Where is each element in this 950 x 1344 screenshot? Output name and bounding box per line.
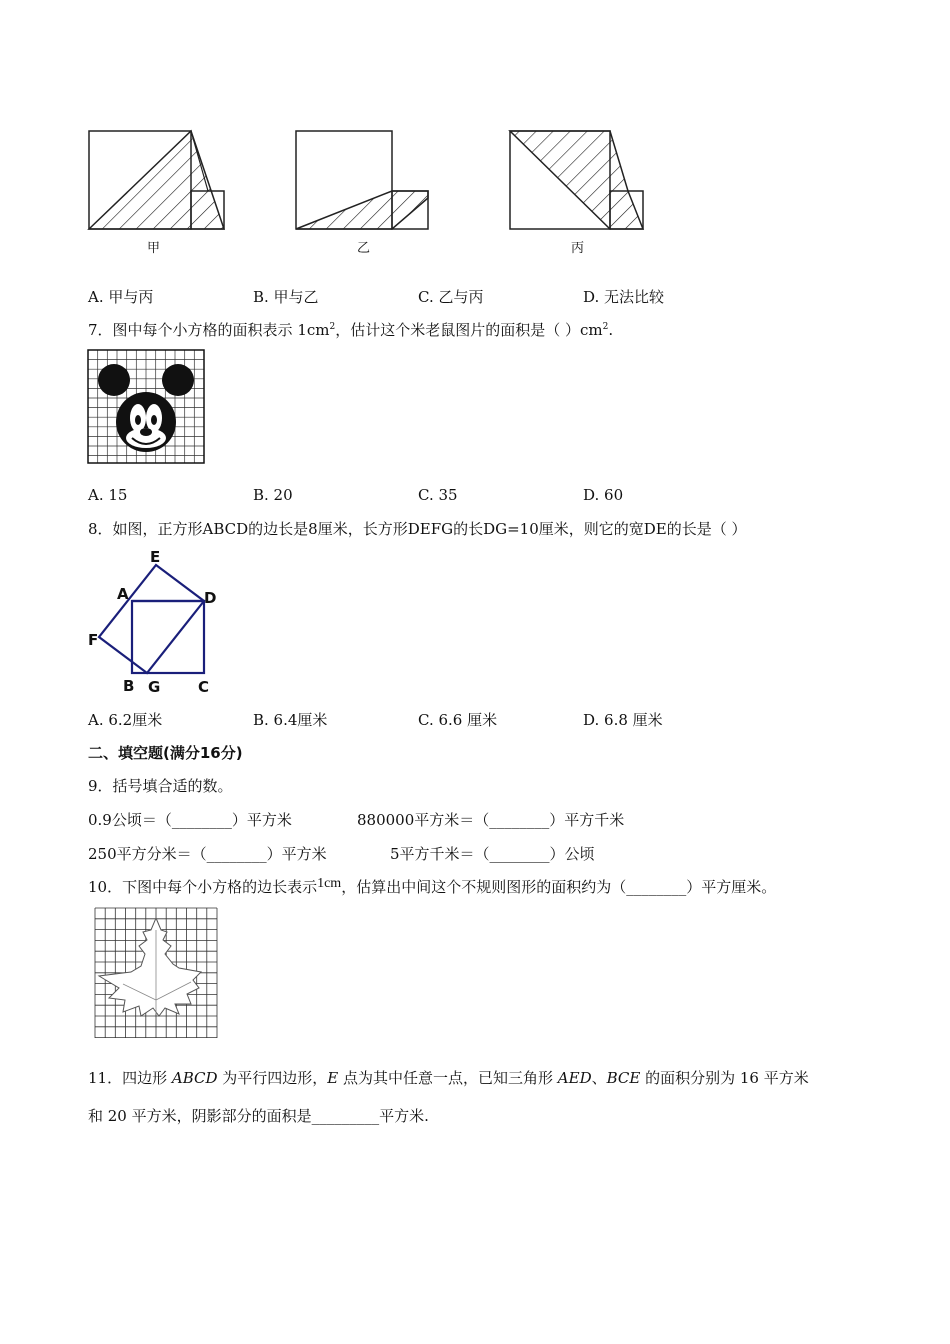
- q8-option-a[interactable]: A. 6.2厘米: [88, 711, 163, 729]
- q9-stem: 9．括号填合适的数。: [88, 777, 233, 795]
- figure-label-yi: 乙: [357, 241, 371, 256]
- label-g: G: [148, 678, 161, 696]
- figure-bing: [507, 126, 652, 236]
- label-f: F: [88, 631, 99, 649]
- q9-item-3: 250平方分米＝（________）平方米: [88, 845, 327, 863]
- q9-item-2: 880000平方米＝（________）平方千米: [357, 811, 625, 829]
- q6-option-b[interactable]: B. 甲与乙: [253, 288, 319, 306]
- figure-label-bing: 丙: [571, 241, 585, 256]
- label-d: D: [204, 589, 217, 607]
- mickey-grid-figure: [88, 350, 206, 465]
- q6-option-c[interactable]: C. 乙与丙: [418, 288, 484, 306]
- q6-option-a[interactable]: A. 甲与丙: [88, 288, 154, 306]
- q6-option-d[interactable]: D. 无法比较: [583, 288, 665, 306]
- q11-stem-line1: 11．四边形 ABCD 为平行四边形，E 点为其中任意一点，已知三角形 AED、BCE 的面积分别为 16 平方米: [88, 1069, 809, 1087]
- square-rectangle-figure: [86, 545, 226, 695]
- q8-option-d[interactable]: D. 6.8 厘米: [583, 711, 663, 729]
- figure-yi: [293, 126, 438, 236]
- q8-option-b[interactable]: B. 6.4厘米: [253, 711, 328, 729]
- q10-stem: 10．下图中每个小方格的边长表示1cm，估算出中间这个不规则图形的面积约为（________）平方厘米。: [88, 876, 777, 896]
- figure-jia: [86, 126, 231, 236]
- q7-option-a[interactable]: A. 15: [88, 486, 128, 504]
- label-a: A: [117, 585, 129, 603]
- section-heading-fill-in: 二、填空题(满分16分): [88, 744, 243, 762]
- leaf-grid-figure: [95, 908, 220, 1043]
- label-c: C: [198, 678, 210, 696]
- q7-option-d[interactable]: D. 60: [583, 486, 624, 504]
- q8-stem: 8．如图，正方形ABCD的边长是8厘米，长方形DEFG的长DG=10厘米，则它的宽DE的长是（ ）: [88, 520, 747, 538]
- q7-stem: 7．图中每个小方格的面积表示 $1cm^2$，估计这个米老鼠图片的面积是（ ）$cm^2$.: [88, 321, 614, 339]
- q9-item-1: 0.9公顷＝（________）平方米: [88, 811, 292, 829]
- q7-option-b[interactable]: B. 20: [253, 486, 293, 504]
- label-e: E: [150, 548, 161, 566]
- q9-item-4: 5平方千米＝（________）公顷: [390, 845, 595, 863]
- figure-label-jia: 甲: [147, 241, 161, 256]
- q8-option-c[interactable]: C. 6.6 厘米: [418, 711, 498, 729]
- label-b: B: [123, 677, 135, 695]
- q7-option-c[interactable]: C. 35: [418, 486, 458, 504]
- q11-stem-line2: 和 20 平方米，阴影部分的面积是_________平方米.: [88, 1107, 429, 1125]
